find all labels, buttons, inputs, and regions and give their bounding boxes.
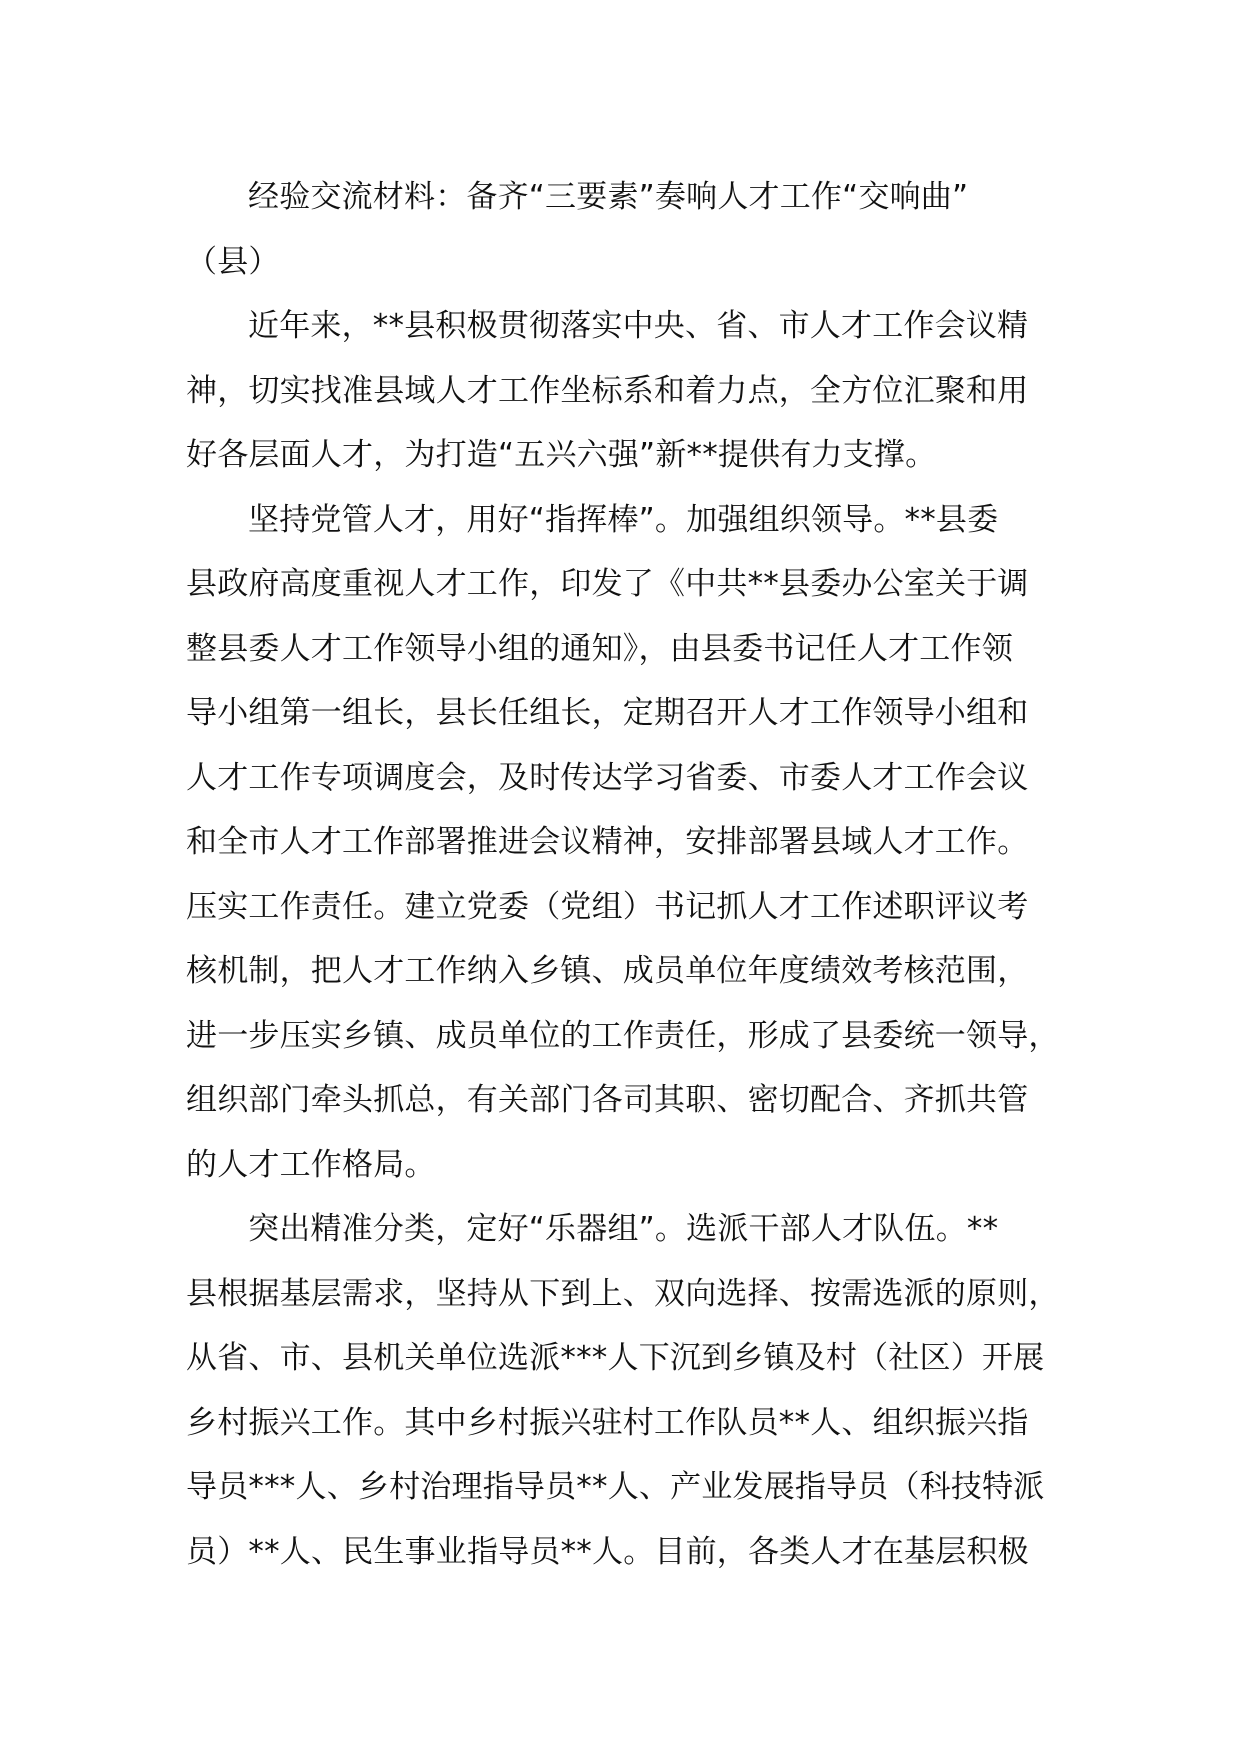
paragraph-party-line-7: 压实工作责任。建立党委（党组）书记抓人才工作述职评议考 [186, 888, 1029, 925]
paragraph-classification-line-6: 员）**人、民生事业指导员**人。目前，各类人才在基层积极 [186, 1533, 1029, 1570]
paragraph-intro-line-3: 好各层面人才，为打造“五兴六强”新**提供有力支撑。 [186, 437, 937, 473]
document-title-line-1: 经验交流材料：备齐“三要素”奏响人才工作“交响曲” [248, 179, 969, 215]
paragraph-classification-line-4: 乡村振兴工作。其中乡村振兴驻村工作队员**人、组织振兴指 [186, 1404, 1029, 1441]
paragraph-party-line-11: 的人才工作格局。 [186, 1146, 436, 1183]
paragraph-classification-line-3: 从省、市、县机关单位选派***人下沉到乡镇及村（社区）开展 [186, 1340, 1045, 1376]
paragraph-classification-line-2: 县根据基层需求，坚持从下到上、双向选择、按需选派的原则， [186, 1275, 1060, 1312]
paragraph-party-line-5: 人才工作专项调度会，及时传达学习省委、市委人才工作会议 [186, 759, 1029, 796]
paragraph-party-line-8: 核机制，把人才工作纳入乡镇、成员单位年度绩效考核范围， [186, 953, 1029, 989]
paragraph-party-line-10: 组织部门牵头抓总，有关部门各司其职、密切配合、齐抓共管 [186, 1082, 1029, 1118]
document-title-line-2: （县） [186, 243, 280, 280]
paragraph-party-line-4: 导小组第一组长，县长任组长，定期召开人才工作领导小组和 [186, 695, 1029, 731]
paragraph-intro-line-1: 近年来，**县积极贯彻落实中央、省、市人才工作会议精 [248, 308, 1029, 344]
paragraph-party-line-2: 县政府高度重视人才工作，印发了《中共**县委办公室关于调 [186, 566, 1029, 602]
paragraph-classification-line-1: 突出精准分类，定好“乐器组”。选派干部人才队伍。** [248, 1211, 999, 1247]
paragraph-party-line-6: 和全市人才工作部署推进会议精神，安排部署县域人才工作。 [186, 824, 1029, 860]
paragraph-classification-line-5: 导员***人、乡村治理指导员**人、产业发展指导员（科技特派 [186, 1469, 1045, 1505]
paragraph-party-line-1: 坚持党管人才，用好“指挥棒”。加强组织领导。**县委 [248, 501, 999, 538]
document-body [186, 165, 1086, 1584]
paragraph-intro-line-2: 神，切实找准县域人才工作坐标系和着力点，全方位汇聚和用 [186, 372, 1029, 409]
paragraph-party-line-3: 整县委人才工作领导小组的通知》，由县委书记任人才工作领 [186, 630, 1013, 667]
paragraph-party-line-9: 进一步压实乡镇、成员单位的工作责任，形成了县委统一领导， [186, 1017, 1060, 1054]
